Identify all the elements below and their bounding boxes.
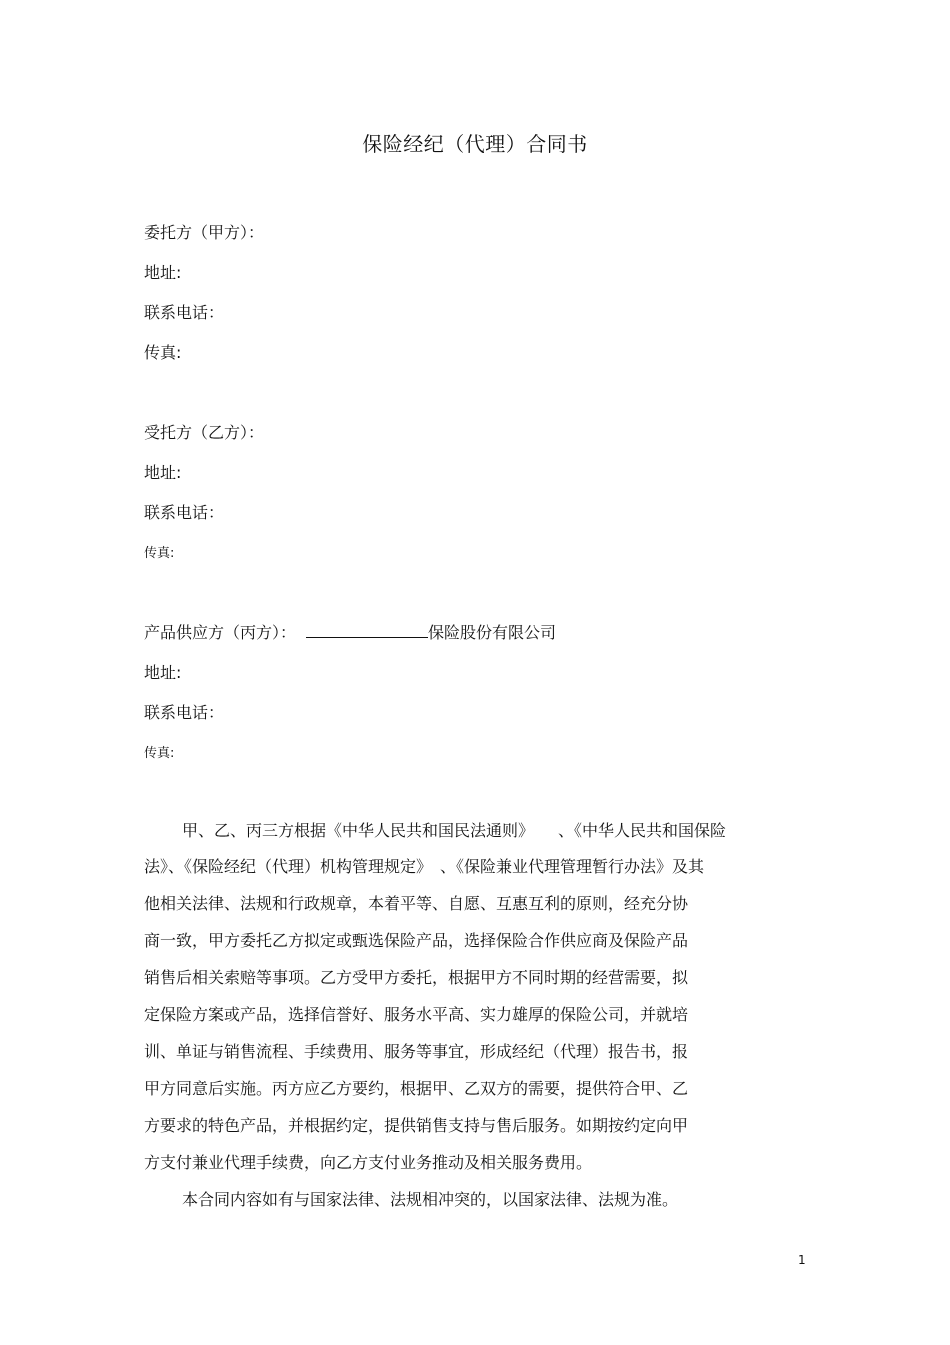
party-b-address: 地址: xyxy=(144,463,182,482)
body-line: 甲方同意后实施。丙方应乙方要约，根据甲、乙双方的需要，提供符合甲、乙 xyxy=(144,1079,689,1098)
party-b-label: 受托方（乙方）： xyxy=(144,423,265,442)
body-line: 甲、乙、丙三方根据《中华人民共和国民法通则》 、《中华人民共和国保险 xyxy=(182,821,727,840)
party-c-phone: 联系电话： xyxy=(144,703,225,722)
party-c-company-suffix: 保险股份有限公司 xyxy=(428,623,557,642)
party-a-label: 委托方（甲方）： xyxy=(144,223,265,242)
party-b-phone: 联系电话： xyxy=(144,503,225,522)
body-line: 训、单证与销售流程、手续费用、服务等事宜，形成经纪（代理）报告书，报 xyxy=(144,1042,689,1061)
party-c-address: 地址: xyxy=(144,663,182,682)
body-line: 商一致，甲方委托乙方拟定或甄选保险产品，选择保险合作供应商及保险产品 xyxy=(144,931,689,950)
body-line: 方支付兼业代理手续费，向乙方支付业务推动及相关服务费用。 xyxy=(144,1153,593,1172)
document-title: 保险经纪（代理）合同书 xyxy=(362,132,588,156)
party-b-fax: 传真: xyxy=(144,546,175,561)
party-a-fax: 传真: xyxy=(144,343,182,362)
page-number: 1 xyxy=(798,1253,806,1267)
party-c-label: 产品供应方（丙方）： xyxy=(144,623,297,642)
party-a-phone: 联系电话： xyxy=(144,303,225,322)
body-line: 销售后相关索赔等事项。乙方受甲方委托，根据甲方不同时期的经营需要，拟 xyxy=(144,968,689,987)
company-name-blank xyxy=(306,623,428,638)
body-line: 法》、《保险经纪（代理）机构管理规定》 、《保险兼业代理管理暂行办法》及其 xyxy=(144,857,705,876)
party-c-fax: 传真: xyxy=(144,746,175,761)
body-line: 定保险方案或产品，选择信誉好、服务水平高、实力雄厚的保险公司，并就培 xyxy=(144,1005,689,1024)
body-line: 他相关法律、法规和行政规章，本着平等、自愿、互惠互利的原则，经充分协 xyxy=(144,894,689,913)
body-line: 方要求的特色产品，并根据约定，提供销售支持与售后服务。如期按约定向甲 xyxy=(144,1116,689,1135)
party-a-address: 地址: xyxy=(144,263,182,282)
body-line: 本合同内容如有与国家法律、法规相冲突的，以国家法律、法规为准。 xyxy=(182,1190,679,1209)
party-c-line xyxy=(144,620,556,643)
